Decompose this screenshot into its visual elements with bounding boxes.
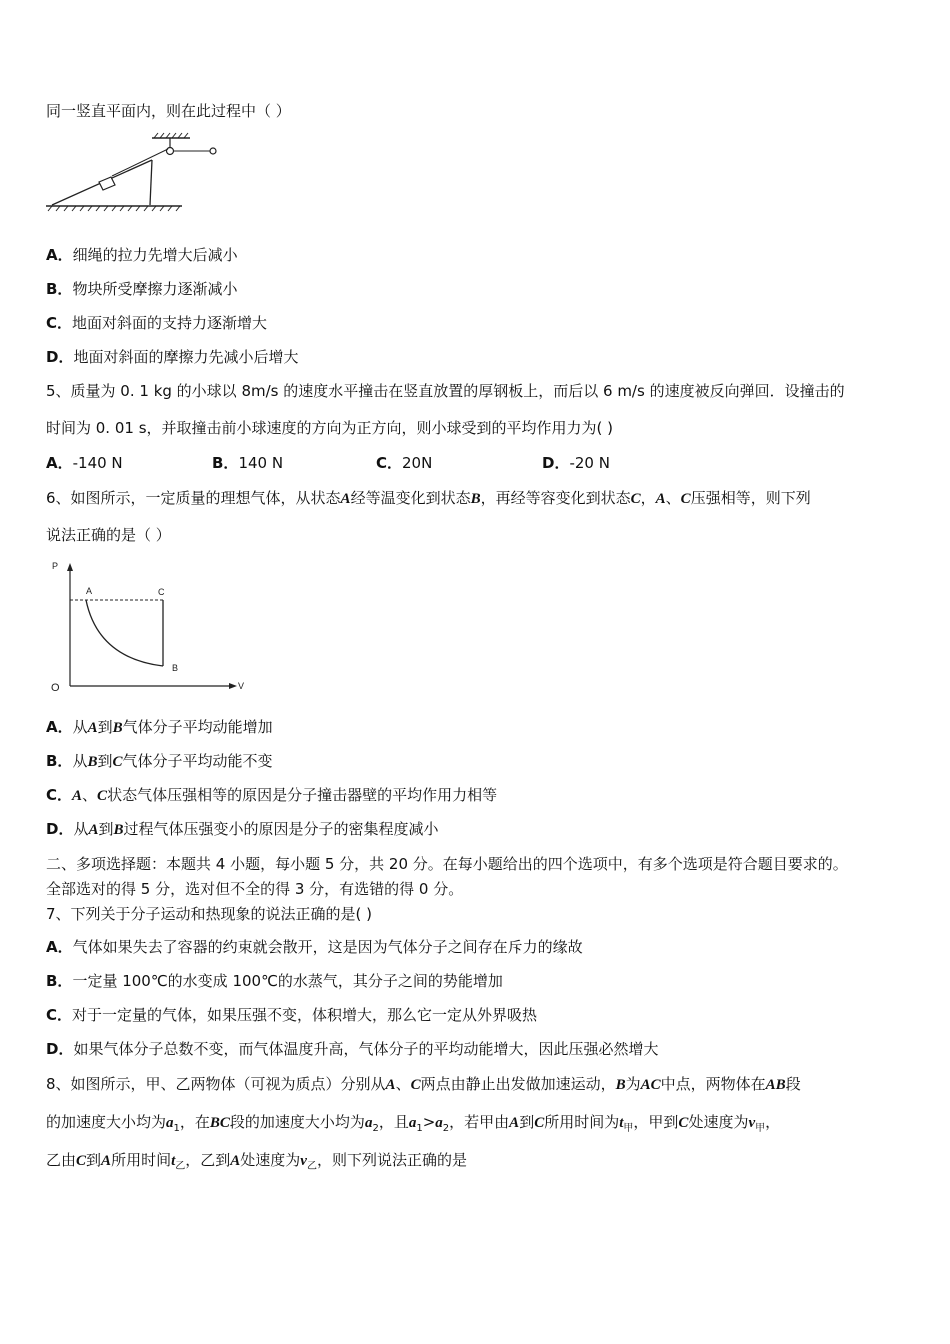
q4-option-b: B．物块所受摩擦力逐渐减小 bbox=[46, 280, 238, 298]
point-b-label: B bbox=[172, 663, 179, 673]
q6-option-c: C．A、C状态气体压强相等的原因是分子撞击器壁的平均作用力相等 bbox=[46, 786, 498, 804]
q5-option-b: B．140 N bbox=[212, 454, 284, 472]
point-a-label: A bbox=[86, 586, 93, 596]
q7-option-b: B．一定量 100℃的水变成 100℃的水蒸气，其分子之间的势能增加 bbox=[46, 972, 503, 990]
q4-option-c: C．地面对斜面的支持力逐渐增大 bbox=[46, 314, 268, 332]
q8-stem-line1: 8、如图所示，甲、乙两物体（可视为质点）分别从A、C两点由静止出发做加速运动，B为AC中点，两物体在AB段 bbox=[46, 1075, 801, 1093]
incline-pulley-figure bbox=[44, 132, 224, 212]
q4-option-a: A．细绳的拉力先增大后减小 bbox=[46, 246, 238, 264]
v-axis-label: V bbox=[238, 681, 245, 691]
q4-option-d: D．地面对斜面的摩擦力先减小后增大 bbox=[46, 348, 299, 366]
section2-heading-line1: 二、多项选择题：本题共 4 小题，每小题 5 分，共 20 分。在每小题给出的四个选项中，有多个选项是符合题目要求的。 bbox=[46, 855, 848, 873]
q7-option-c: C．对于一定量的气体，如果压强不变，体积增大，那么它一定从外界吸热 bbox=[46, 1006, 538, 1024]
section2-heading-line2: 全部选对的得 5 分，选对但不全的得 3 分，有选错的得 0 分。 bbox=[46, 880, 464, 898]
q4-stem-tail: 同一竖直平面内，则在此过程中（ ） bbox=[46, 102, 291, 120]
origin-label: O bbox=[51, 682, 60, 694]
point-c-label: C bbox=[158, 587, 165, 597]
q7-option-a: A．气体如果失去了容器的约束就会散开，这是因为气体分子之间存在斥力的缘故 bbox=[46, 938, 583, 956]
q5-option-d: D．-20 N bbox=[542, 454, 610, 472]
q6-option-b: B．从B到C气体分子平均动能不变 bbox=[46, 752, 273, 770]
p-axis-label: P bbox=[52, 561, 59, 571]
q7-option-d: D．如果气体分子总数不变，而气体温度升高，气体分子的平均动能增大，因此压强必然增大 bbox=[46, 1040, 659, 1058]
q5-stem-line1: 5、质量为 0. 1 kg 的小球以 8m/s 的速度水平撞击在竖直放置的厚钢板上，而后以 6 m/s 的速度被反向弹回．设撞击的 bbox=[46, 382, 845, 400]
q8-stem-line3: 乙由C到A所用时间$t_乙$，乙到A处速度为$v_乙$，则下列说法正确的是 bbox=[46, 1151, 467, 1172]
q7-stem: 7、下列关于分子运动和热现象的说法正确的是( ) bbox=[46, 905, 373, 923]
q6-stem-line1: 6、如图所示，一定质量的理想气体，从状态A经等温变化到状态B，再经等容变化到状态C，A、C压强相等，则下列 bbox=[46, 489, 811, 507]
q6-option-d: D．从A到B过程气体压强变小的原因是分子的密集程度减小 bbox=[46, 820, 439, 838]
q6-option-a: A．从A到B气体分子平均动能增加 bbox=[46, 718, 273, 736]
q5-option-c: C．20N bbox=[376, 454, 433, 472]
q6-stem-line2: 说法正确的是（ ） bbox=[46, 526, 171, 544]
q5-stem-line2: 时间为 0. 01 s，并取撞击前小球速度的方向为正方向，则小球受到的平均作用力为( ) bbox=[46, 419, 613, 437]
q5-option-a: A．-140 N bbox=[46, 454, 123, 472]
pv-graph bbox=[46, 558, 256, 698]
q8-stem-line2: 的加速度大小均为$a_1$，在BC段的加速度大小均为$a_2$，且$a_1>a_2$，若甲由A到C所用时间为$t_甲$，甲到C处速度为$v_甲$， bbox=[46, 1113, 781, 1134]
